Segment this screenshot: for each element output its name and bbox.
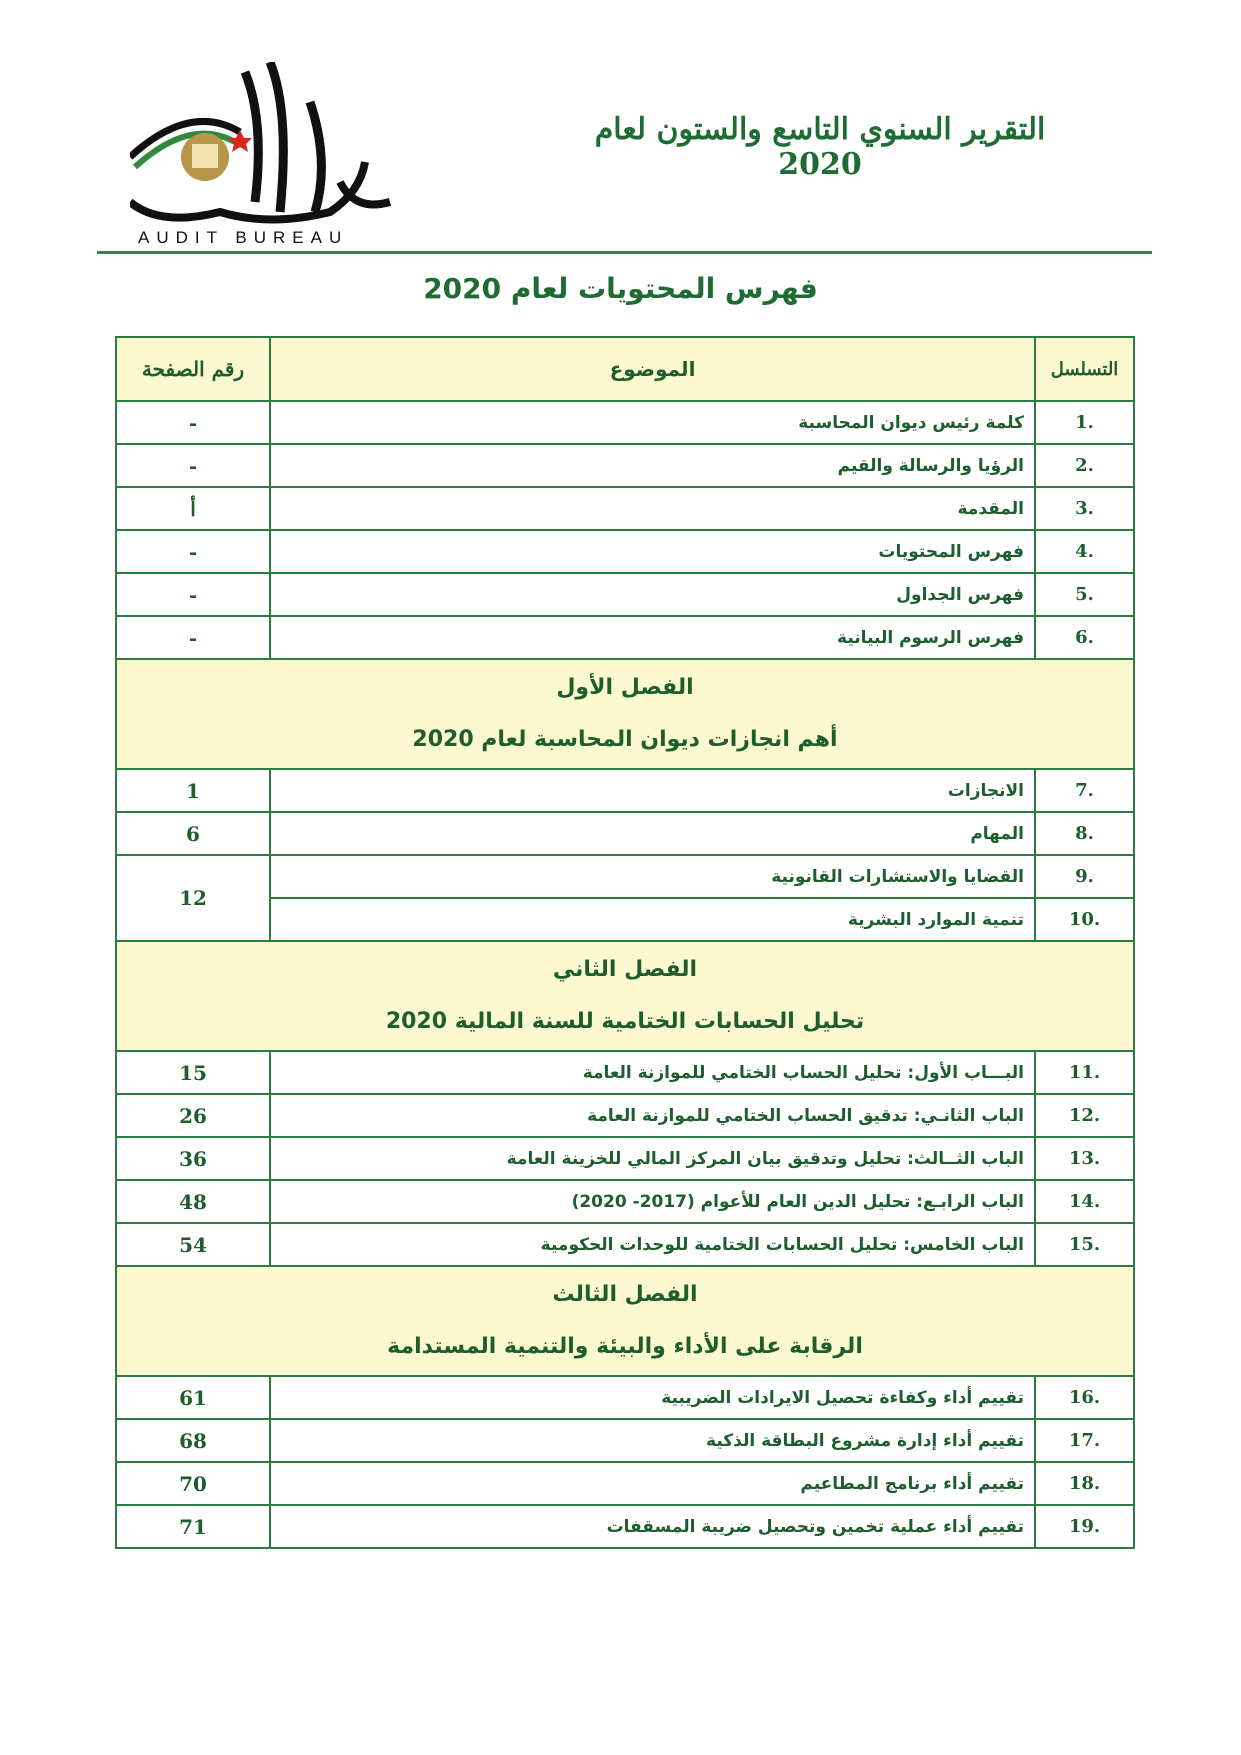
- row-seq: .7: [1035, 769, 1134, 812]
- table-row: [116, 401, 1134, 444]
- table-row: [116, 812, 1134, 855]
- col-seq: التسلسل: [1035, 337, 1134, 401]
- row-subject: المهام: [270, 812, 1035, 855]
- chapter-label: الفصل الثاني: [552, 957, 698, 982]
- row-seq: .4: [1035, 530, 1134, 573]
- row-seq: .16: [1035, 1376, 1134, 1419]
- row-page: 68: [116, 1419, 270, 1462]
- table-row: [116, 616, 1134, 659]
- table-row: [116, 769, 1134, 812]
- chapter-title: الرقابة على الأداء والبيئة والتنمية المستدامة: [387, 1334, 863, 1359]
- logo-caption: AUDIT BUREAU: [138, 228, 349, 247]
- row-subject: تقييم أداء عملية تخمين وتحصيل ضريبة المسقفات: [270, 1505, 1035, 1548]
- row-page: 54: [116, 1223, 270, 1266]
- table-row: [116, 1462, 1134, 1505]
- row-page: 26: [116, 1094, 270, 1137]
- row-page: 12: [116, 855, 270, 941]
- row-seq: .8: [1035, 812, 1134, 855]
- row-seq: .13: [1035, 1137, 1134, 1180]
- row-page: 70: [116, 1462, 270, 1505]
- row-seq: .17: [1035, 1419, 1134, 1462]
- row-seq: .6: [1035, 616, 1134, 659]
- row-page: -: [116, 616, 270, 659]
- chapter-label: الفصل الأول: [556, 675, 694, 700]
- table-row: [116, 487, 1134, 530]
- table-row: [116, 1094, 1134, 1137]
- toc-table: [115, 336, 1135, 1549]
- chapter-title: أهم انجازات ديوان المحاسبة لعام 2020: [412, 727, 838, 752]
- row-subject: تنمية الموارد البشرية: [270, 898, 1035, 941]
- chapter-1-header: [116, 659, 1134, 769]
- row-seq: .10: [1035, 898, 1134, 941]
- row-subject: فهرس الجداول: [270, 573, 1035, 616]
- row-subject: الباب الثانـي: تدقيق الحساب الختامي للموازنة العامة: [270, 1094, 1035, 1137]
- row-subject: فهرس الرسوم البيانية: [270, 616, 1035, 659]
- row-subject: الانجازات: [270, 769, 1035, 812]
- table-row: [116, 1051, 1134, 1094]
- table-row: [116, 1137, 1134, 1180]
- col-subject: الموضوع: [270, 337, 1035, 401]
- chapter-3-header: [116, 1266, 1134, 1376]
- row-subject: القضايا والاستشارات القانونية: [270, 855, 1035, 898]
- table-row: [116, 1419, 1134, 1462]
- row-subject: فهرس المحتويات: [270, 530, 1035, 573]
- row-page: أ: [116, 487, 270, 530]
- report-title: التقرير السنوي التاسع والستون لعام 2020: [594, 112, 1046, 182]
- row-subject: المقدمة: [270, 487, 1035, 530]
- row-subject: تقييم أداء إدارة مشروع البطاقة الذكية: [270, 1419, 1035, 1462]
- row-subject: تقييم أداء برنامج المطاعيم: [270, 1462, 1035, 1505]
- table-row: [116, 1223, 1134, 1266]
- row-subject: الباب الرابـع: تحليل الدين العام للأعوام (2017- 2020): [270, 1180, 1035, 1223]
- row-subject: الباب الخامس: تحليل الحسابات الختامية للوحدات الحكومية: [270, 1223, 1035, 1266]
- row-seq: .15: [1035, 1223, 1134, 1266]
- table-row: [116, 573, 1134, 616]
- row-seq: .5: [1035, 573, 1134, 616]
- chapter-label: الفصل الثالث: [552, 1282, 698, 1307]
- row-seq: .9: [1035, 855, 1134, 898]
- audit-bureau-logo: [130, 62, 420, 252]
- row-seq: .2: [1035, 444, 1134, 487]
- toc-title: فهرس المحتويات لعام 2020: [423, 272, 818, 305]
- row-subject: كلمة رئيس ديوان المحاسبة: [270, 401, 1035, 444]
- table-row: [116, 855, 1134, 898]
- table-row: [116, 444, 1134, 487]
- row-subject: الباب الثــالث: تحليل وتدقيق بيان المركز المالي للخزينة العامة: [270, 1137, 1035, 1180]
- table-row: [116, 530, 1134, 573]
- chapter-2-header: [116, 941, 1134, 1051]
- row-page: 61: [116, 1376, 270, 1419]
- table-row: [116, 1180, 1134, 1223]
- col-page: رقم الصفحة: [116, 337, 270, 401]
- row-page: -: [116, 530, 270, 573]
- row-page: 15: [116, 1051, 270, 1094]
- row-seq: .12: [1035, 1094, 1134, 1137]
- row-page: -: [116, 444, 270, 487]
- row-seq: .19: [1035, 1505, 1134, 1548]
- row-page: 48: [116, 1180, 270, 1223]
- row-seq: .11: [1035, 1051, 1134, 1094]
- row-page: 71: [116, 1505, 270, 1548]
- row-subject: الرؤيا والرسالة والقيم: [270, 444, 1035, 487]
- row-subject: البـــاب الأول: تحليل الحساب الختامي للموازنة العامة: [270, 1051, 1035, 1094]
- row-subject: تقييم أداء وكفاءة تحصيل الايرادات الضريبية: [270, 1376, 1035, 1419]
- row-seq: .14: [1035, 1180, 1134, 1223]
- row-page: -: [116, 401, 270, 444]
- row-seq: .1: [1035, 401, 1134, 444]
- row-page: 6: [116, 812, 270, 855]
- table-row: [116, 1505, 1134, 1548]
- row-page: 1: [116, 769, 270, 812]
- header-divider: [97, 251, 1152, 254]
- row-page: 36: [116, 1137, 270, 1180]
- table-row: [116, 1376, 1134, 1419]
- row-seq: .3: [1035, 487, 1134, 530]
- row-seq: .18: [1035, 1462, 1134, 1505]
- row-page: -: [116, 573, 270, 616]
- chapter-title: تحليل الحسابات الختامية للسنة المالية 2020: [385, 1009, 865, 1034]
- table-header: [116, 337, 1134, 401]
